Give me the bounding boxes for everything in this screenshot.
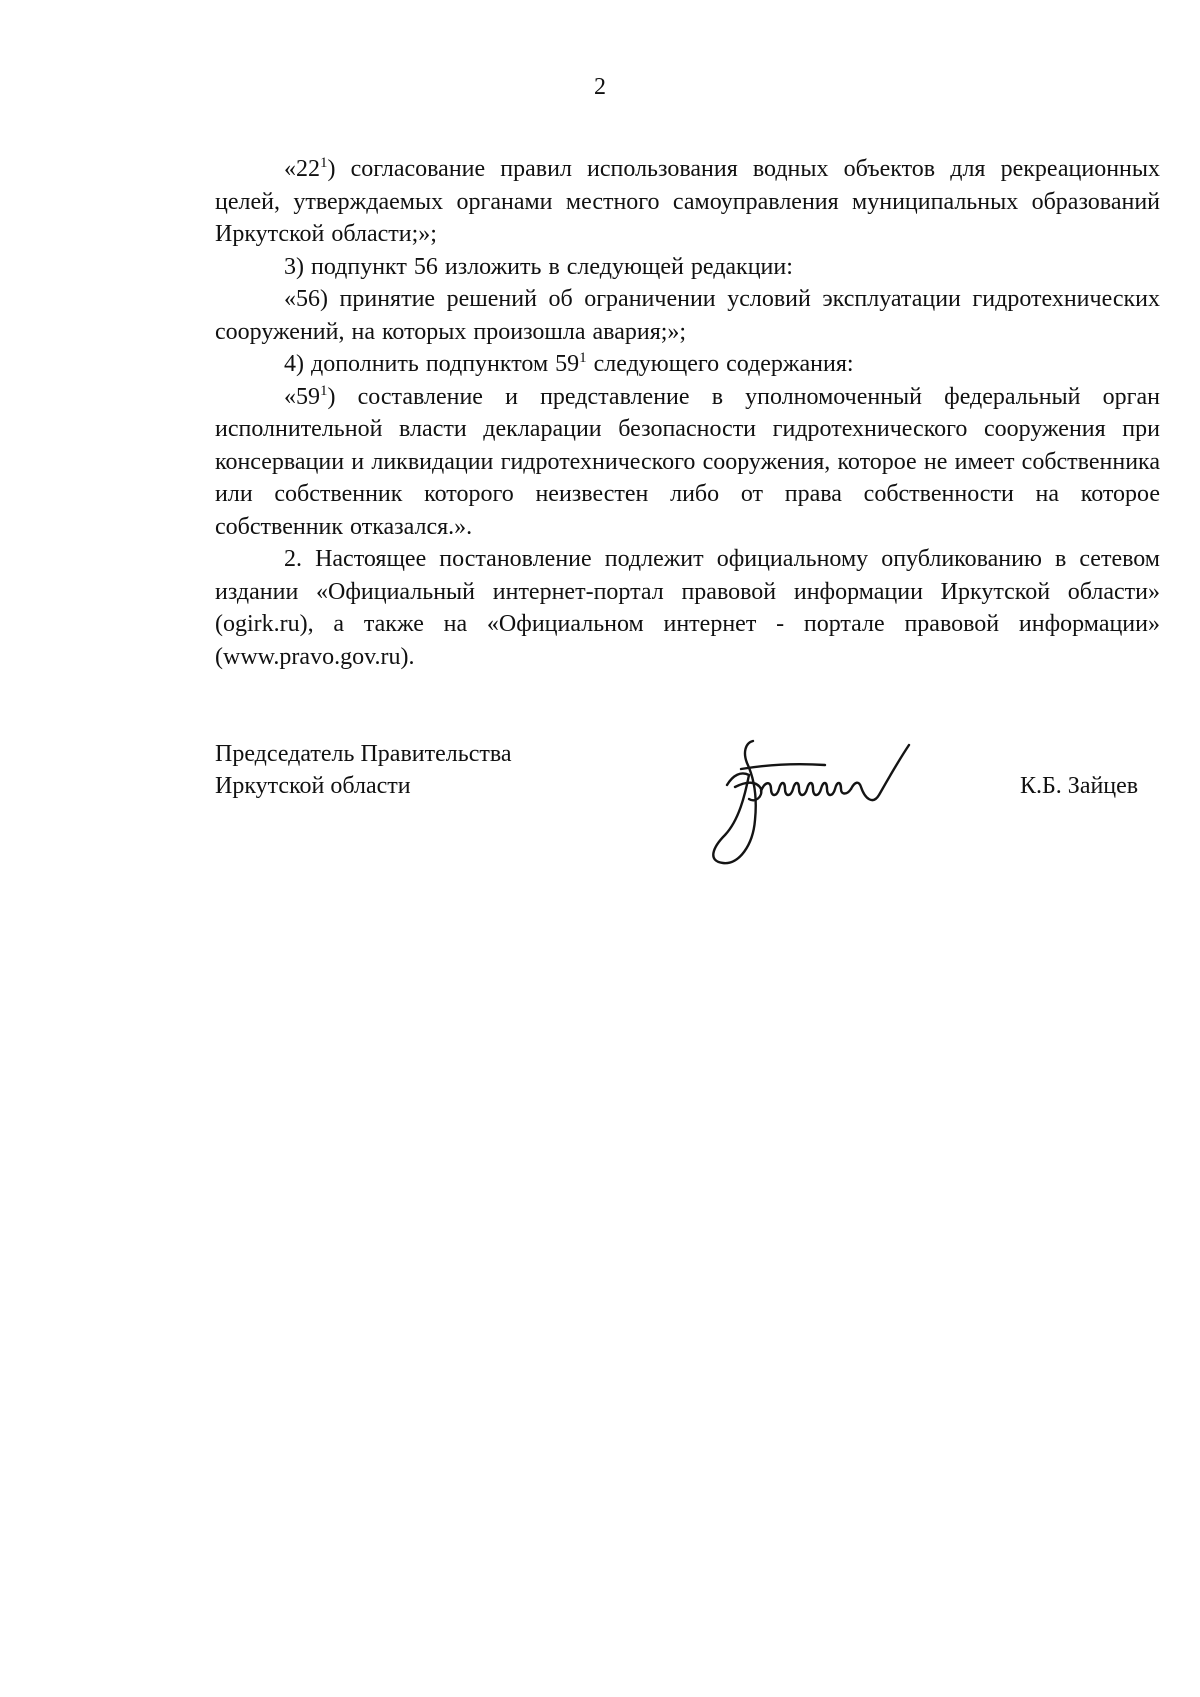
- paragraph-publication-clause: 2. Настоящее постановление подлежит официальному опубликованию в сетевом издании «Официальный интернет-портал правовой информации Иркутской области» (ogirk.ru), а также на «Официальном интернет - портале правовой информации» (www.pravo.gov.ru).: [215, 546, 1160, 670]
- paragraph-subitem-59-1-instruction: 4) дополнить подпунктом $59^1$ следующего содержания:: [284, 350, 854, 377]
- signer-position-line1: Председатель Правительства: [215, 741, 512, 767]
- handwritten-signature: [705, 725, 955, 865]
- signer-position-line2: Иркутской области: [215, 773, 411, 799]
- paragraph-item-59-1: «$59^1$) составление и представление в уполномоченный федеральный орган исполнительной власти декларации безопасности гидротехнического сооружения при консервации и ликвидации гидротехнического сооружения, которое не имеет собственника или собственник которого неизвестен либо от права собственности на которое собственник отказался.».: [215, 382, 1160, 540]
- document-body: [215, 153, 1160, 673]
- signer-name: К.Б. Зайцев: [1020, 773, 1139, 799]
- paragraph-subitem-56-instruction: 3) подпункт 56 изложить в следующей редакции:: [284, 253, 793, 280]
- signer-position: [215, 738, 512, 802]
- paragraph-item-22-1: «$22^1$) согласование правил использования водных объектов для рекреационных целей, утверждаемых органами местного самоуправления муниципальных образований Иркутской области;»;: [215, 155, 1160, 247]
- paragraph-item-56: «56) принятие решений об ограничении условий эксплуатации гидротехнических сооружений, на которых произошла авария;»;: [215, 286, 1160, 345]
- page-number: 2: [594, 74, 606, 100]
